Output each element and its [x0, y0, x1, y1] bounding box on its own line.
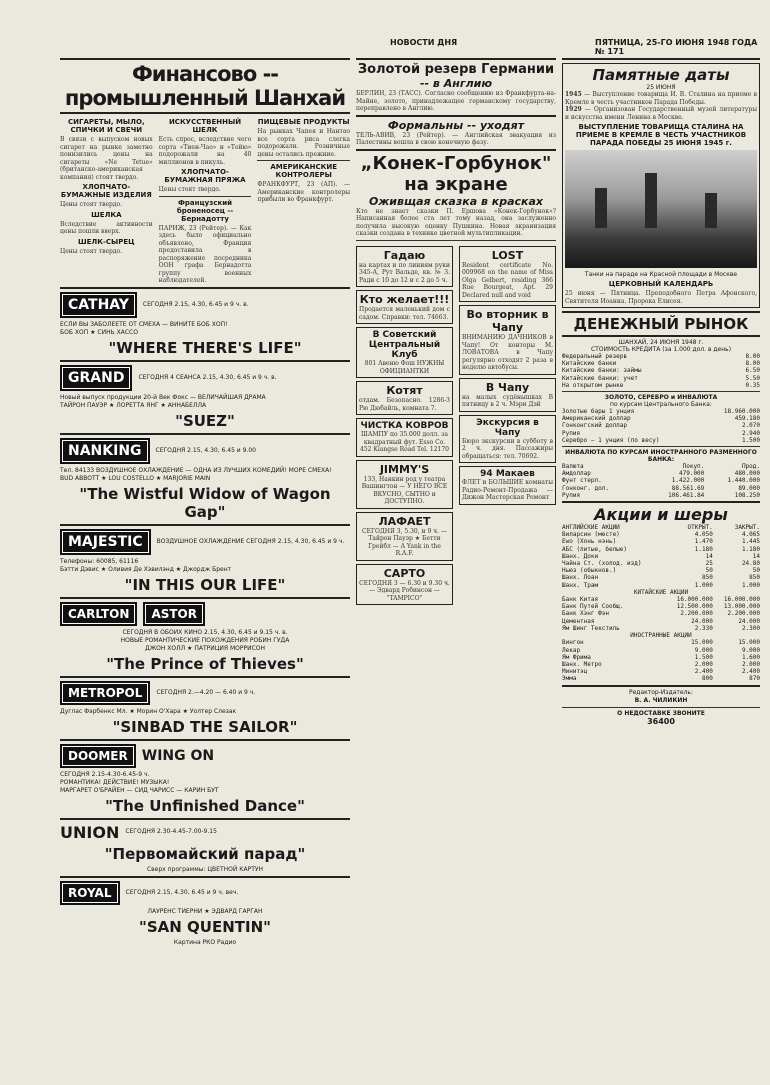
table-row: Шанх. Доки 14 14: [562, 552, 760, 560]
masthead-title: НОВОСТИ ДНЯ: [390, 38, 458, 47]
small-ad-head: ЛАФАЕТ: [378, 514, 431, 528]
section-text: На рынках Чапея и Нантао все сорта риса слегка подорожали. Розничные цены остались прежние.: [257, 128, 350, 158]
cinema-film-title: "SUEZ": [175, 411, 235, 430]
cinema-film-title: "The Wistful Widow of Wagon Gap": [79, 484, 331, 521]
small-ad-text: отдам. Безопасно. 1286-3 Рю Дюбайль, комната 7.: [359, 397, 450, 412]
controllers-headline: АМЕРИКАНСКИЕ КОНТРОЛЕРЫ: [270, 163, 337, 179]
cinema-logo: DOOMER: [60, 744, 136, 768]
table-row: Ям Шинг Текстиль 2.330 2.300: [562, 624, 760, 632]
section-text: Есть спрос, вследствие чего сорта «Тиен-Чао» и «Тойю» подорожали на 40 миллионов в пикуль.: [158, 136, 252, 166]
editor-label: Редактор-Издатель:: [629, 688, 693, 696]
section-head: ИСКУССТВЕННЫЙ ШЕЛК: [168, 118, 242, 134]
table-row: Ньюз (обыкнов.) 50 50: [562, 567, 760, 575]
memorable-dates: [562, 63, 760, 308]
small-ad-text: СЕГОДНЯ 3, 5.30, и 9 ч. — Тайрон Пауэр ★ Бетти Грейбл — A Yank in the R.A.F.: [362, 527, 447, 557]
column-right: [562, 56, 760, 1056]
small-ad-head: САРТО: [383, 566, 426, 580]
table-row: Китайские банки: займы 6.50: [562, 367, 760, 375]
table-row: Банк Китая 16.000.000 16.000.000: [562, 596, 760, 604]
cinema-ad-union: [60, 823, 350, 874]
gold-text: БЕРЛИН, 23 (ТАСС). Согласно сообщению из Франкфурта-на-Майне, золото, принадлежащее германскому государству, переправлено в Англию.: [356, 90, 556, 112]
cinema-film-title: "SAN QUENTIN": [139, 917, 271, 936]
cinema-ad-grand: [60, 365, 350, 430]
cinema-studio: Картина РКО Радио: [173, 938, 237, 946]
gold-rates-title: ЗОЛОТО, СЕРЕБРО и ИНВАЛЮТА: [604, 394, 718, 402]
chapu-head: В Чапу: [485, 380, 530, 394]
gold-subhead: -- в Англию: [419, 77, 493, 90]
table-row: Амдоллар 479.000 480.000: [562, 470, 760, 478]
table-header: АНГЛИЙСКИЕ АКЦИИ ОТКРЫТ. ЗАКРЫТ.: [562, 524, 760, 532]
table-row: Вингон 15.000 15.000: [562, 639, 760, 647]
small-ad-text: 801 Авеню Фош НУЖНЫ ОФИЦИАНТКИ: [364, 360, 445, 375]
chapu-text: Бюро экскурсии в субботу в 2 ч. дня. Пассажиры обращаться: тел. 70692.: [462, 437, 553, 460]
konek-text: Кто не знает сказки П. Ершова «Конек-Горбунок»? Написанная более ста лет тому назад, она заслуженно получила высокую оценку Пушкина. Новая экранизация сказки создана в технике цветной мультипликации.: [356, 207, 556, 237]
cinema-schedule: СЕГОДНЯ 2.30-4.45-7.00-9.15: [125, 828, 217, 835]
small-ad-text: 133, Нанкин род у театра Вашингтон — У НЕГО ВСЕ ВКУСНО, СЫТНО и ДОСТУПНО.: [361, 475, 448, 505]
cinema-film-title: "IN THIS OUR LIFE": [124, 575, 286, 594]
credit-table: [562, 353, 760, 389]
cinema-stars: ЛАУРЕНС ТИЕРНИ ★ ЭДВАРД ГАРГАН: [147, 907, 263, 915]
table-row: Рупия 106.461.84 108.250: [562, 491, 760, 499]
cinema-schedule: СЕГОДНЯ 2.15, 4.30, 6.45 и 9.00: [155, 446, 256, 454]
cinema-stars: BUD ABBOTT ★ LOU COSTELLO ★ MARJORIE MAIN: [60, 474, 211, 482]
cinema-stars: МАРГАРЕТ О'БРАЙЕН — СИД ЧАРИСС — КАРИН БУТ: [60, 786, 219, 794]
table-group: ИНОСТРАННЫЕ АКЦИИ: [630, 632, 692, 640]
cinema-tagline: Сверх программы: ЦВЕТНОЙ КАРТУН: [146, 865, 264, 873]
cinema-logo: CARLTON: [60, 602, 137, 626]
table-row: Ewo (Хонь нэнь) 1.470 1.445: [562, 538, 760, 546]
cinema-film-title: "WHERE THERE'S LIFE": [108, 338, 302, 357]
small-ad-head: Котят: [386, 384, 423, 397]
cinema-logo: UNION: [60, 822, 120, 842]
memorable-date: 25 ИЮНЯ: [646, 84, 676, 91]
cinema-logo: CATHAY: [60, 292, 137, 318]
cinema-logo: GRAND: [60, 365, 132, 391]
chapu-text: на малых судёнышках В пятницу в 2 ч. Мэри Дэй: [462, 393, 553, 408]
money-market-title: ДЕНЕЖНЫЙ РЫНОК: [573, 315, 749, 333]
cinema-logo: METROPOL: [60, 681, 150, 705]
section-head: СИГАРЕТЫ, МЫЛО, СПИЧКИ И СВЕЧИ: [68, 118, 145, 134]
delivery-phone: 36400: [647, 716, 675, 726]
table-row: Шанх. Лоан 850 850: [562, 574, 760, 582]
table-row: Лекар 9.000 9.000: [562, 646, 760, 654]
gold-rates-sub: по курсам Центрального Банка:: [610, 401, 712, 409]
cinema-tagline: Тел. 84133 ВОЗДУШНОЕ ОХЛАЖДЕНИЕ — ОДНА ИЗ ЛУЧШИХ КОМЕДИЙ! МОРЕ СМЕХА!: [60, 466, 332, 474]
small-ad: [356, 418, 453, 457]
fx-title: ИНВАЛЮТА ПО КУРСАМ ИНОСТРАННОГО РАЗМЕННОГО БАНКА:: [565, 449, 757, 464]
parade-photo: [565, 150, 757, 268]
chapu-head: 94 Макаев: [480, 469, 535, 479]
cinema-ad-carlton-astor: [60, 602, 350, 673]
small-ad-text: ШАМПУ по 35.000 долл. за квадратный фут. Esso Co. 452 Kiangse Road Tel. 12170: [360, 431, 449, 453]
small-ad: [356, 460, 453, 509]
cinema-schedule: СЕГОДНЯ 2.—4.20 — 6.40 и 9 ч.: [156, 688, 256, 696]
shares-title: Акции и шеры: [594, 505, 728, 525]
fx-table: [562, 463, 760, 499]
small-ad: [356, 246, 453, 288]
cinema-ad-royal: [60, 881, 350, 947]
small-ad-text: на картах и по линиям руки 345-А, Рут Вальде, кв. № 3. Ради с 10 до 12 и с 2 до 5 ч.: [359, 261, 450, 284]
table-header: Валюта Покуп. Прод.: [562, 463, 760, 471]
french-text: ПАРИЖ, 23 (Рейтер). — Как здесь было официально объявлено, Франция предоставила в распоряжение посредника ООН графа Бернадотта группу военных наблюдателей.: [158, 224, 252, 284]
market-date: ШАНХАЙ, 24 ИЮНЯ 1948 г.: [618, 339, 704, 346]
cinema-logo: MAJESTIC: [60, 529, 151, 555]
table-row: АБС (литые, белые) 1.180 1.180: [562, 545, 760, 553]
column-left: [60, 56, 350, 1056]
chapu-ad: [459, 305, 556, 375]
controllers-text: ФРАНКФУРТ, 23 (АП). — Американские контролеры прибыли во Франкфурт.: [257, 181, 350, 203]
section-text: Цены стоят твердо.: [60, 201, 123, 208]
memorable-event: — Организован Государственный музей литературы и искусства имени Ленина в Москве.: [565, 106, 757, 121]
memorable-event: — Выступление товарища И. В. Сталина на приеме в Кремле в честь участников Парада Победы.: [565, 91, 757, 106]
small-ad-head: ЧИСТКА КОВРОВ: [360, 421, 449, 431]
table-row: Золотые бары 1 унция 18.960.000: [562, 408, 760, 416]
cinema-side-title: WING ON: [141, 747, 215, 764]
konek-headline: „Конек-Горбунок" на экране: [360, 152, 552, 195]
table-row: Шанх. Трам 1.000 1.000: [562, 581, 760, 589]
masthead-strip: [60, 38, 760, 56]
table-row: Минитэц 2.400 2.400: [562, 668, 760, 676]
cinema-stars: Бэтти Дэвис ★ Оливия Де Хэвилэнд ★ Джордж Брент: [60, 565, 232, 573]
small-ad-head: Гадаю: [383, 248, 426, 262]
table-row: Гонконгский доллар 2.070: [562, 422, 760, 430]
section-text: В связи с выпуском новых сигарет на рынке заметно понизились цены на сигареты «Ne Tetue» (британско-американская компания) стоят твердо.: [60, 136, 153, 181]
konek-subhead: Оживщая сказка в красках: [368, 194, 544, 208]
chapu-ad: [459, 415, 556, 464]
cinema-ad-cathay: [60, 292, 350, 357]
section-text: Цены стоят твердо.: [158, 186, 221, 193]
column-middle: [356, 56, 556, 1056]
chapu-text: ФЛЕТ и БОЛЬШИЕ комнаты Радио-Ремонт-Продажа — Дижон Мастерская Ремонт: [462, 479, 553, 501]
formosa-headline: Формальны -- уходят: [387, 118, 525, 132]
table-row: На открытом рынке 0.35: [562, 381, 760, 389]
small-ad-head: Кто желает!!!: [359, 293, 450, 306]
cinema-film-title: "SINBAD THE SAILOR": [112, 717, 298, 736]
table-row: Фунт стерл. 1.422.000 1.440.000: [562, 477, 760, 485]
cinema-tagline: РОМАНТИКА! ДЕЙСТВИЕ! МУЗЫКА!: [60, 778, 170, 786]
small-ad: [356, 327, 453, 378]
formosa-text: ТЕЛЬ-АВИВ, 23 (Рейтер). — Английская эвакуация из Палестины вошла в свою конечную фазу.: [356, 131, 556, 146]
cinema-logo: ROYAL: [60, 881, 120, 905]
small-ad-head: JIMMY'S: [379, 462, 430, 476]
table-row: Чайна Ст. (холод. изд) 25 24.80: [562, 560, 760, 568]
cinema-schedule: СЕГОДНЯ В ОБОИХ КИНО 2.15, 4.30, 6.45 и 9.15 ч. в.: [122, 628, 288, 636]
chapu-ad: [459, 466, 556, 505]
lost-text: Resident certificate No. 009968 on the name of Miss Olga Gelbert, residing 366 Rue Bourgeat, Apt. 29 Declared null and void: [462, 261, 553, 299]
small-ad: [356, 564, 453, 606]
small-ad-head: В Советский Центральный Клуб: [368, 330, 441, 360]
chapu-head: Во вторник в Чапу: [466, 308, 549, 334]
cinema-stars: ДЖОН ХОЛЛ ★ ПАТРИЦИЯ МОРРИСОН: [145, 644, 265, 652]
table-row: Серебро — 1 унция (по весу) 1.500: [562, 436, 760, 444]
table-row: Банк Хэнг Фэн 2.200.000 2.200.000: [562, 610, 760, 618]
cinema-ad-doomer: [60, 744, 350, 815]
cinema-schedule: СЕГОДНЯ 4 СЕАНСА 2.15, 4.30, 6.45 и 9 ч. в.: [138, 373, 277, 381]
table-row: Эмма 800 870: [562, 675, 760, 683]
table-row: Федеральный резерв 8.00: [562, 353, 760, 360]
section-text: Вследствие активности цены пошли вверх.: [60, 220, 153, 235]
cinema-stars: Дуглас Фэрбенкс Мл. ★ Морин О'Хара ★ Уолтер Слезак: [60, 707, 237, 715]
cinema-schedule: СЕГОДНЯ 2.15, 4.30, 6.45 и 9 ч. веч.: [125, 888, 239, 896]
cinema-schedule: ВОЗДУШНОЕ ОХЛАЖДЕНИЕ СЕГОДНЯ 2.15, 4.30, 6.45 и 9 ч.: [156, 537, 345, 545]
small-ad-text: СЕГОДНЯ 3 — 6.30 и 9.30 ч. — Эдвард Робинсон — "TAMPICO": [359, 579, 450, 602]
table-row: Китайские банки: учет 5.50: [562, 374, 760, 382]
section-head: ХЛОПЧАТО-БУМАЖНАЯ ПРЯЖА: [164, 168, 246, 184]
small-ad-text: Продается маленький дом с садом. Справки: тел. 74663.: [359, 306, 450, 321]
table-group: КИТАЙСКИЕ АКЦИИ: [633, 588, 689, 596]
delivery-notice: О НЕДОСТАВКЕ ЗВОНИТЕ: [617, 709, 705, 717]
cinema-ad-majestic: [60, 529, 350, 594]
gold-table: [562, 408, 760, 444]
small-ad: [356, 290, 453, 324]
stalin-speech-title: ВЫСТУПЛЕНИЕ ТОВАРИЩА СТАЛИНА НА ПРИЕМЕ В КРЕМЛЕ В ЧЕСТЬ УЧАСТНИКОВ ПАРАДА ПОБЕДЫ 25 ИЮНЯ 1945 г.: [575, 123, 747, 147]
cinema-film-title: "The Unfinished Dance": [105, 796, 305, 815]
cinema-phones: Телефоны: 60085, 61116: [60, 557, 139, 565]
table-row: Ям Фрима 1.500 1.600: [562, 653, 760, 661]
chapu-text: ВНИМАНИЮ ДАЧНИКОВ в Чапу! От конторы М. ЛОВАТОВА в Чапу регулярно отходят 2 раза в неделю автобусы.: [462, 334, 553, 371]
masthead-date: ПЯТНИЦА, 25-ГО ИЮНЯ 1948 ГОДА № 171: [595, 38, 758, 56]
lost-notice: [459, 246, 556, 303]
church-calendar-text: 25 июня — Пятница. Преподобного Петра Афонского, Святителя Иоанна. Пророка Елисея.: [565, 290, 757, 305]
table-row: Банк Путей Сообщ. 12.500.000 13.000.000: [562, 603, 760, 611]
section-head: ШЕЛКА: [91, 210, 122, 219]
memorable-year: 1929: [565, 106, 582, 113]
photo-caption: Танки на параде на Красной площади в Москве: [584, 271, 738, 278]
credit-title: СТОИМОСТЬ КРЕДИТА (за 1.000 дол. в день): [590, 346, 732, 353]
cinema-ad-metropol: [60, 681, 350, 736]
chapu-head: Экскурсия в Чапу: [476, 417, 539, 438]
gold-headline: Золотой резерв Германии: [357, 62, 555, 77]
shanghai-headline: Финансово -- промышленный Шанхай: [64, 62, 346, 110]
table-row: Гонконг. дол. 88.561.69 89.000: [562, 484, 760, 492]
cinema-tagline: НОВЫЕ РОМАНТИЧЕСКИЕ ПОХОЖДЕНИЯ РОБИН ГУДА: [120, 636, 290, 644]
table-row: Китайские банки 8.00: [562, 360, 760, 368]
church-calendar-title: ЦЕРКОВНЫЙ КАЛЕНДАРЬ: [608, 280, 714, 288]
cinema-schedule: СЕГОДНЯ 2.15-4.30-6.45-9 ч.: [60, 770, 150, 778]
cinema-tagline: ЕСЛИ ВЫ ЗАБОЛЕЕТЕ ОТ СМЕХА — ВИНИТЕ БОБ ХОП!: [60, 320, 228, 328]
section-text: Цены стоят твердо.: [60, 247, 123, 255]
cinema-stars: БОБ ХОП ★ СИНЬ ХАССО: [60, 328, 138, 336]
table-row: Цементная 24.000 24.000: [562, 617, 760, 625]
table-row: Шанх. Метро 2.000 2.000: [562, 660, 760, 668]
section-head: ШЕЛК-СЫРЕЦ: [78, 237, 135, 246]
chapu-ad: [459, 378, 556, 412]
cinema-logo-2: ASTOR: [143, 602, 205, 626]
section-head: ХЛОПЧАТО-БУМАЖНЫЕ ИЗДЕЛИЯ: [60, 183, 152, 199]
cinema-logo: NANKING: [60, 438, 150, 464]
cinema-schedule: СЕГОДНЯ 2.15, 4.30, 6.45 и 9 ч. в.: [142, 300, 249, 308]
shares-table: [562, 524, 760, 682]
section-head: ПИЩЕВЫЕ ПРОДУКТЫ: [257, 118, 350, 126]
cinema-ad-nanking: [60, 438, 350, 521]
small-ad: [356, 512, 453, 561]
table-row: Американский доллар 459.180: [562, 415, 760, 423]
french-headline: Французский броненосец -- Бернадотту: [176, 198, 234, 223]
cinema-film-title: "Первомайский парад": [104, 844, 306, 863]
memorable-year: 1945: [565, 91, 582, 98]
memorable-title: Памятные даты: [592, 66, 730, 84]
small-ad: [356, 381, 453, 415]
lost-head: LOST: [491, 248, 524, 262]
shanghai-report: [60, 116, 350, 285]
table-row: Виларсин (месте) 4.050 4.065: [562, 531, 760, 539]
cinema-tagline: Новый выпуск продукции 20-й Век Фокс — ВЕЛИЧАЙШАЯ ДРАМА: [60, 393, 266, 401]
table-row: Рупия 2.940: [562, 429, 760, 437]
editor-name: В. А. ЧИЛИКИН: [634, 696, 688, 704]
cinema-film-title: "The Prince of Thieves": [106, 654, 304, 673]
cinema-stars: ТАЙРОН ПАУЭР ★ ЛОРЕТТА ЯНГ ★ АННАБЕЛЛА: [60, 401, 207, 409]
small-ads: [356, 243, 556, 609]
